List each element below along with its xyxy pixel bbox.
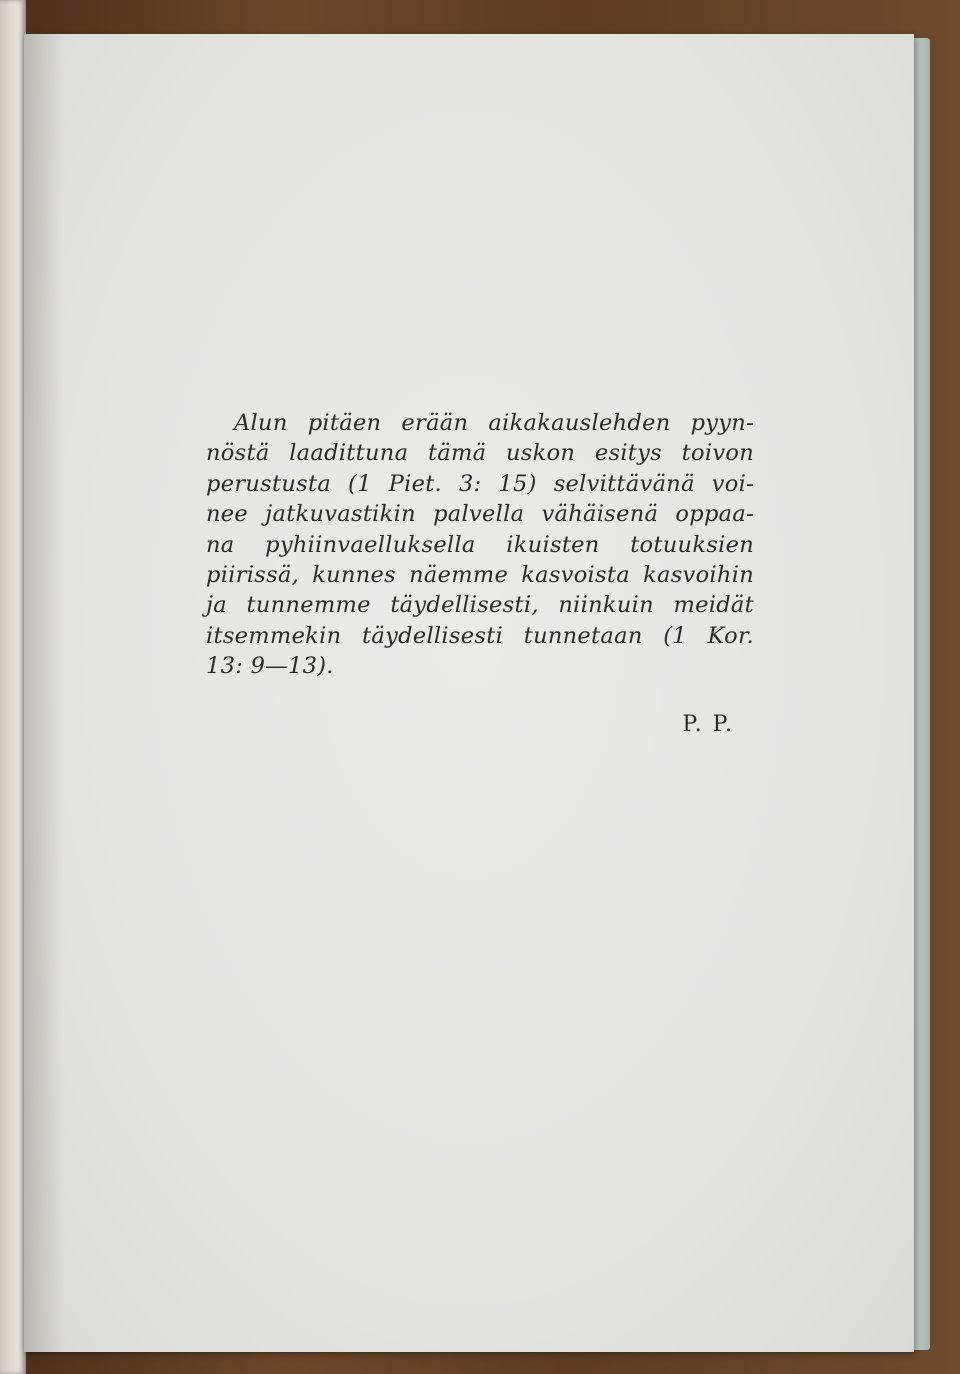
paragraph-line: nöstä laadittuna tämä uskon esitys toivon (206, 440, 754, 467)
binding-shadow (24, 34, 64, 1352)
paragraph-line: 13: 9—13). (206, 653, 334, 680)
paragraph-line: itsemmekin täydellisesti tunnetaan (1 Kor. (206, 622, 754, 649)
signature-initials: P. P. (682, 712, 734, 737)
paragraph-line: nee jatkuvastikin palvella vähäisenä oppaa- (206, 501, 754, 528)
preface-paragraph (206, 408, 754, 682)
paragraph-line: Alun pitäen erään aikakauslehden pyyn- (234, 410, 754, 436)
paragraph-line: na pyhiinvaelluksella ikuisten totuuksien (206, 531, 754, 558)
book-page (24, 34, 914, 1352)
paragraph-line: ja tunnemme täydellisesti, niinkuin meidät (206, 592, 754, 619)
paragraph-line: piirissä, kunnes näemme kasvoista kasvoihin (206, 562, 754, 589)
paragraph-line: perustusta (1 Piet. 3: 15) selvittävänä voi- (206, 470, 754, 497)
left-page-edge (0, 0, 26, 1374)
